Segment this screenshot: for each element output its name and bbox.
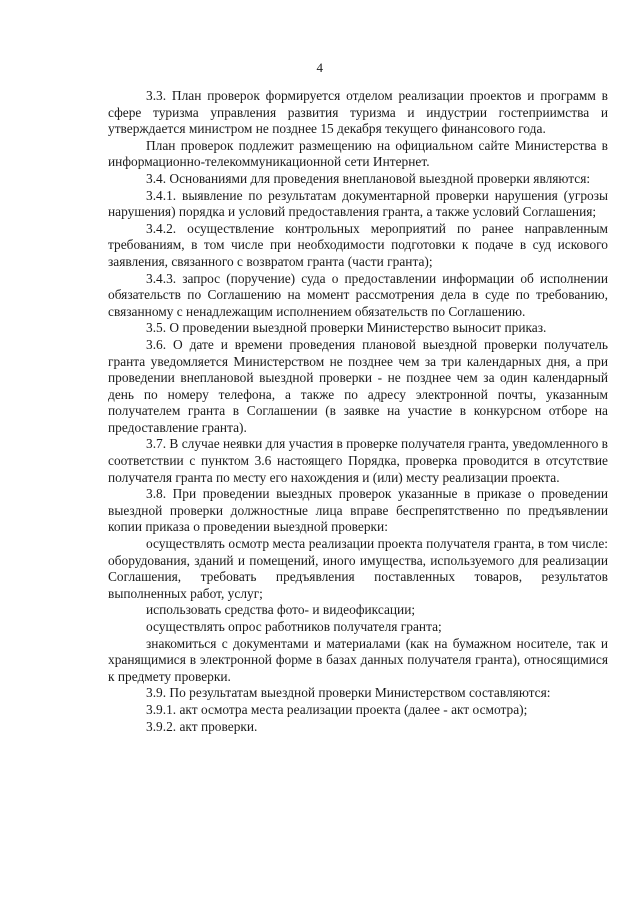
paragraph-3-8-survey: осуществлять опрос работников получателя гранта;	[146, 619, 442, 634]
paragraph-3-4-2: 3.4.2. осуществление контрольных мероприятий по ранее направленным требованиям, в том числе при необходимости подготовки к подаче в суд искового заявления, связанного с возвратом гранта (части гранта);	[108, 220, 608, 269]
paragraph-3-9-2: 3.9.2. акт проверки.	[146, 718, 258, 734]
paragraph-3-9-1: 3.9.1. акт осмотра места реализации проекта (далее - акт осмотра);	[146, 701, 528, 717]
paragraph-3-7: 3.7. В случае неявки для участия в проверке получателя гранта, уведомленного в соответствии с пунктом 3.6 настоящего Порядка, проверка проводится в отсутствие получателя гранта по месту его нахождения и (или) месту реализации проекта.	[108, 436, 608, 485]
paragraph-3-8-documents: знакомиться с документами и материалами (как на бумажном носителе, так и хранящимися в электронной форме в базах данных получателя гранта), относящимися к предмету проверки.	[108, 635, 608, 684]
page-number: 4	[316, 60, 324, 75]
paragraph-plan-publication: План проверок подлежит размещению на официальном сайте Министерства в информационно-телекоммуникационной сети Интернет.	[108, 137, 608, 170]
paragraph-3-4: 3.4. Основаниями для проведения внеплановой выездной проверки являются:	[146, 170, 591, 186]
paragraph-3-4-1: 3.4.1. выявление по результатам документарной проверки нарушения (угрозы нарушения) порядка и условий предоставления гранта, а также условий Соглашения;	[108, 187, 608, 220]
paragraph-3-8-photo: использовать средства фото- и видеофиксации;	[146, 602, 416, 618]
paragraph-3-8-inspection: осуществлять осмотр места реализации проекта получателя гранта, в том числе: оборудования, зданий и помещений, иного имущества, используемого для реализации Соглашения, требовать предъявления поставленных товаров, результатов выполненных работ, услуг;	[108, 536, 608, 601]
paragraph-3-4-3: 3.4.3. запрос (поручение) суда о предоставлении информации об исполнении обязательств по Соглашению на момент рассмотрения дела в суде по требованию, связанному с ненадлежащим исполнением обязательств по Соглашению.	[108, 270, 608, 319]
paragraph-3-5: 3.5. О проведении выездной проверки Министерство выносит приказ.	[146, 320, 547, 336]
document-body	[108, 88, 608, 735]
paragraph-3-8: 3.8. При проведении выездных проверок указанные в приказе о проведении выездной проверки должностные лица вправе беспрепятственно по предъявлении копии приказа о проведении выездной проверки:	[108, 486, 608, 535]
paragraph-3-6: 3.6. О дате и времени проведения плановой выездной проверки получатель гранта уведомляется Министерством не позднее чем за три календарных дня, а при проведении внеплановой выездной проверки - не позднее чем за один календарный день по номеру телефона, а также по адресу электронной почты, указанным получателем гранта в Соглашении (в заявке на участие в конкурсном отборе на предоставление гранта).	[108, 336, 608, 435]
paragraph-3-3: 3.3. План проверок формируется отделом реализации проектов и программ в сфере туризма управления развития туризма и индустрии гостеприимства и утверждается министром не позднее 15 декабря текущего финансового года.	[108, 88, 608, 137]
paragraph-3-9: 3.9. По результатам выездной проверки Министерством составляются:	[146, 685, 551, 701]
